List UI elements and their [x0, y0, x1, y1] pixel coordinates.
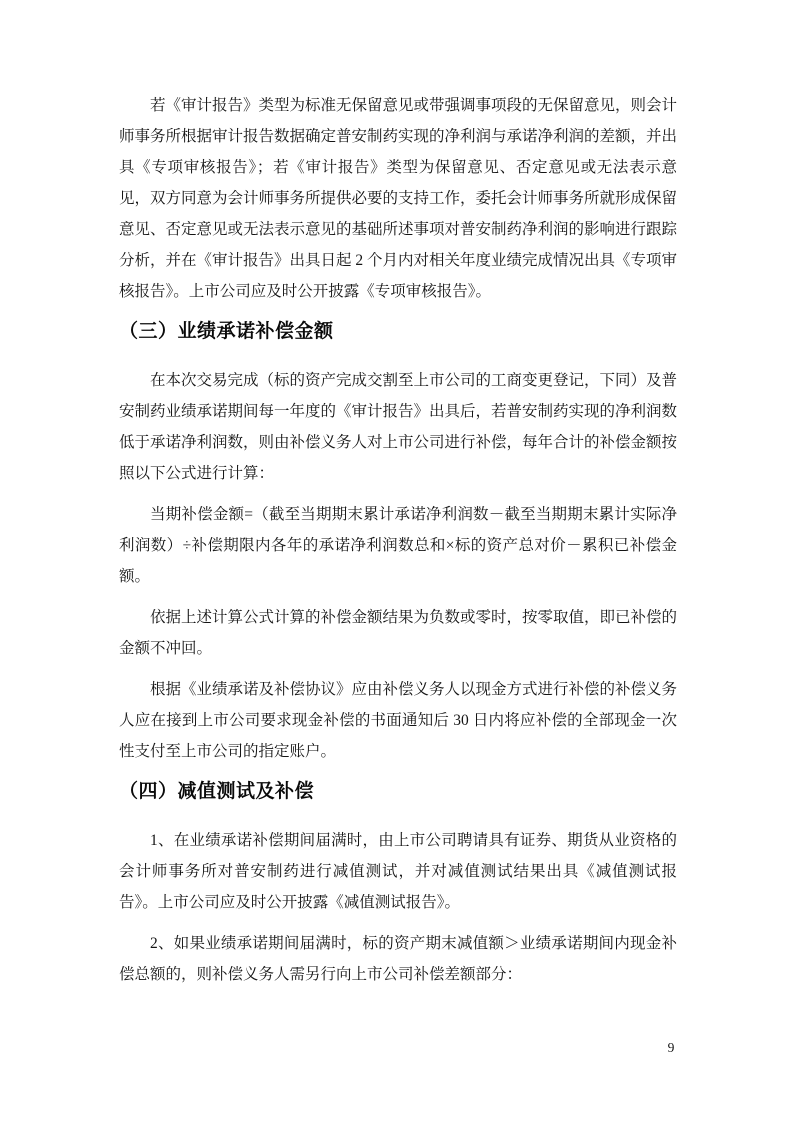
paragraph-impairment-test-item-2: 2、如果业绩承诺期间届满时，标的资产期末减值额＞业绩承诺期间内现金补偿总额的，则补偿义务人需另行向上市公司补偿差额部分：	[119, 935, 677, 983]
heading-section-4-impairment-test: （四）减值测试及补偿	[119, 781, 315, 802]
heading-section-3-compensation-amount: （三）业绩承诺补偿金额	[119, 321, 334, 342]
paragraph-zero-value-rule: 依据上述计算公式计算的补偿金额结果为负数或零时，按零取值，即已补偿的金额不冲回。	[119, 609, 678, 657]
paragraph-compensation-formula: 当期补偿金额=（截至当期期末累计承诺净利润数－截至当期期末累计实际净利润数）÷补偿期限内各年的承诺净利润数总和×标的资产总对价－累积已补偿金额。	[119, 506, 677, 585]
paragraph-audit-report-types: 若《审计报告》类型为标准无保留意见或带强调事项段的无保留意见，则会计师事务所根据审计报告数据确定普安制药实现的净利润与承诺净利润的差额，并出具《专项审核报告》；若《审计报告》类型为保留意见、否定意见或无法表示意见，双方同意为会计师事务所提供必要的支持工作，委托会计师事务所就形成保留意见、否定意见或无法表示意见的基础所述事项对普安制药净利润的影响进行跟踪分析，并在《审计报告》出具日起 2 个月内对相关年度业绩完成情况出具《专项审核报告》。上市公司应及时公开披露《专项审核报告》。	[119, 97, 678, 300]
page-number: 9	[667, 1040, 675, 1055]
paragraph-compensation-trigger: 在本次交易完成（标的资产完成交割至上市公司的工商变更登记，下同）及普安制药业绩承诺期间每一年度的《审计报告》出具后，若普安制药实现的净利润数低于承诺净利润数，则由补偿义务人对上市公司进行补偿，每年合计的补偿金额按照以下公式进行计算：	[119, 372, 678, 482]
paragraph-impairment-test-item-1: 1、在业绩承诺补偿期间届满时，由上市公司聘请具有证券、期货从业资格的会计师事务所对普安制药进行减值测试，并对减值测试结果出具《减值测试报告》。上市公司应及时公开披露《减值测试报告》。	[119, 832, 677, 911]
paragraph-cash-payment-deadline: 根据《业绩承诺及补偿协议》应由补偿义务人以现金方式进行补偿的补偿义务人应在接到上市公司要求现金补偿的书面通知后 30 日内将应补偿的全部现金一次性支付至上市公司的指定账户。	[119, 681, 678, 760]
document-text-body	[119, 90, 677, 1000]
